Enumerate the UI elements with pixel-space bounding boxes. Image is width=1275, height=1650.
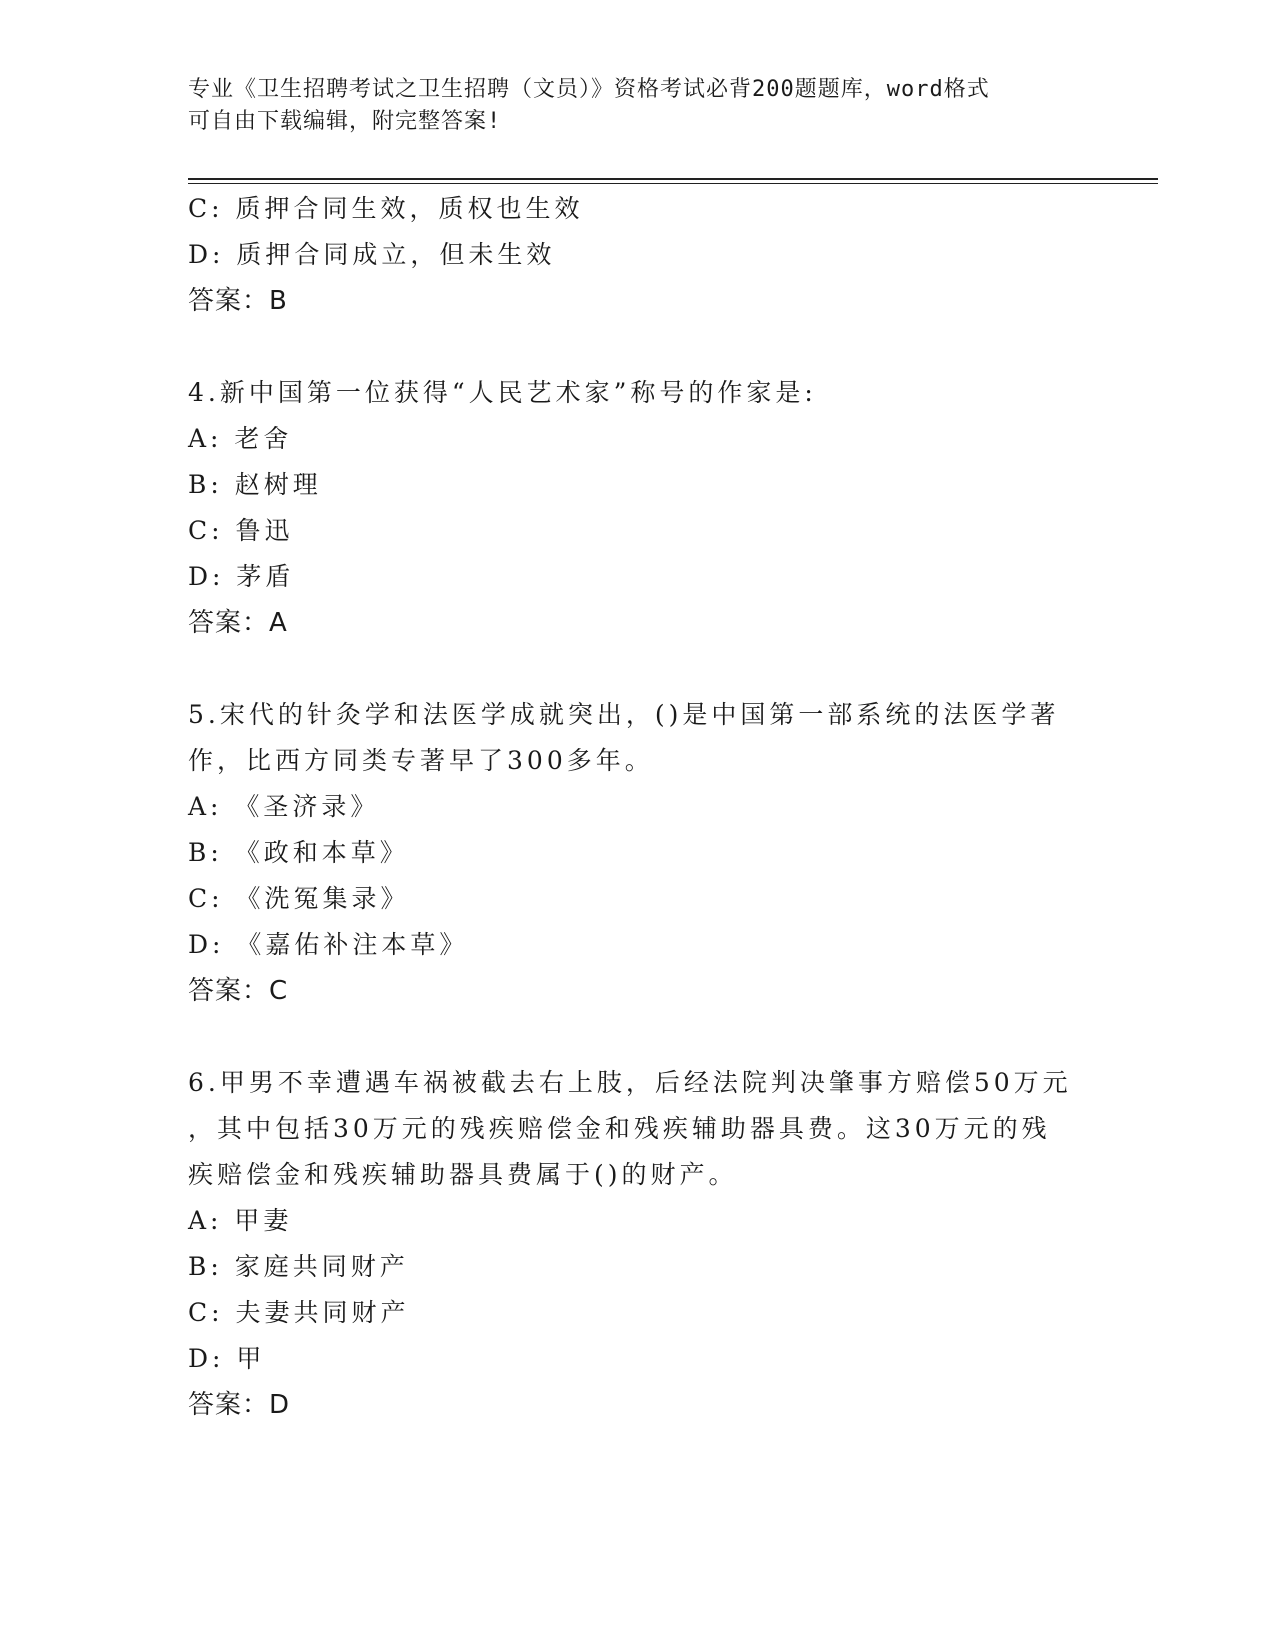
spacer	[188, 324, 1088, 370]
question-5-answer: 答案：C	[188, 976, 289, 1006]
question-6-text-line-3: 疾赔偿金和残疾辅助器具费属于()的财产。	[188, 1160, 738, 1189]
question-6-option-a: A: 甲妻	[188, 1206, 293, 1235]
question-4-option-b: B: 赵树理	[188, 470, 322, 499]
header-rule-thin	[188, 183, 1158, 184]
question-5-text-line-2: 作，比西方同类专著早了300多年。	[188, 746, 654, 775]
document-header	[188, 74, 1068, 138]
spacer	[188, 1014, 1088, 1060]
question-4-option-d: D: 茅盾	[188, 562, 295, 591]
header-title-line-2: 可自由下载编辑，附完整答案!	[188, 109, 502, 134]
question-5-option-c: C: 《洗冤集录》	[188, 884, 410, 913]
header-title-line-1: 专业《卫生招聘考试之卫生招聘（文员）》资格考试必背200题题库，word格式	[188, 77, 990, 102]
option-d: D: 质押合同成立，但未生效	[188, 240, 556, 269]
question-4-text: 4.新中国第一位获得“人民艺术家”称号的作家是:	[188, 378, 817, 407]
question-6-text-line-2: ，其中包括30万元的残疾赔偿金和残疾辅助器具费。这30万元的残	[188, 1114, 1051, 1143]
spacer	[188, 646, 1088, 692]
answer-line: 答案：B	[188, 286, 288, 316]
question-5-option-a: A: 《圣济录》	[188, 792, 380, 821]
question-6-option-b: B: 家庭共同财产	[188, 1252, 409, 1281]
option-c: C: 质押合同生效，质权也生效	[188, 194, 584, 223]
header-rule-thick	[188, 178, 1158, 180]
question-5-option-d: D: 《嘉佑补注本草》	[188, 930, 469, 959]
question-4-answer: 答案：A	[188, 608, 288, 638]
question-5-text-line-1: 5.宋代的针灸学和法医学成就突出，()是中国第一部系统的法医学著	[188, 700, 1060, 729]
question-4-option-c: C: 鲁迅	[188, 516, 294, 545]
question-4-option-a: A: 老舍	[188, 424, 293, 453]
question-6-text-line-1: 6.甲男不幸遭遇车祸被截去右上肢，后经法院判决肇事方赔偿50万元	[188, 1068, 1072, 1097]
question-6-option-c: C: 夫妻共同财产	[188, 1298, 410, 1327]
question-body	[188, 186, 1088, 1428]
question-6-answer: 答案：D	[188, 1390, 291, 1420]
question-5-option-b: B: 《政和本草》	[188, 838, 409, 867]
question-6-option-d: D: 甲	[188, 1344, 266, 1373]
